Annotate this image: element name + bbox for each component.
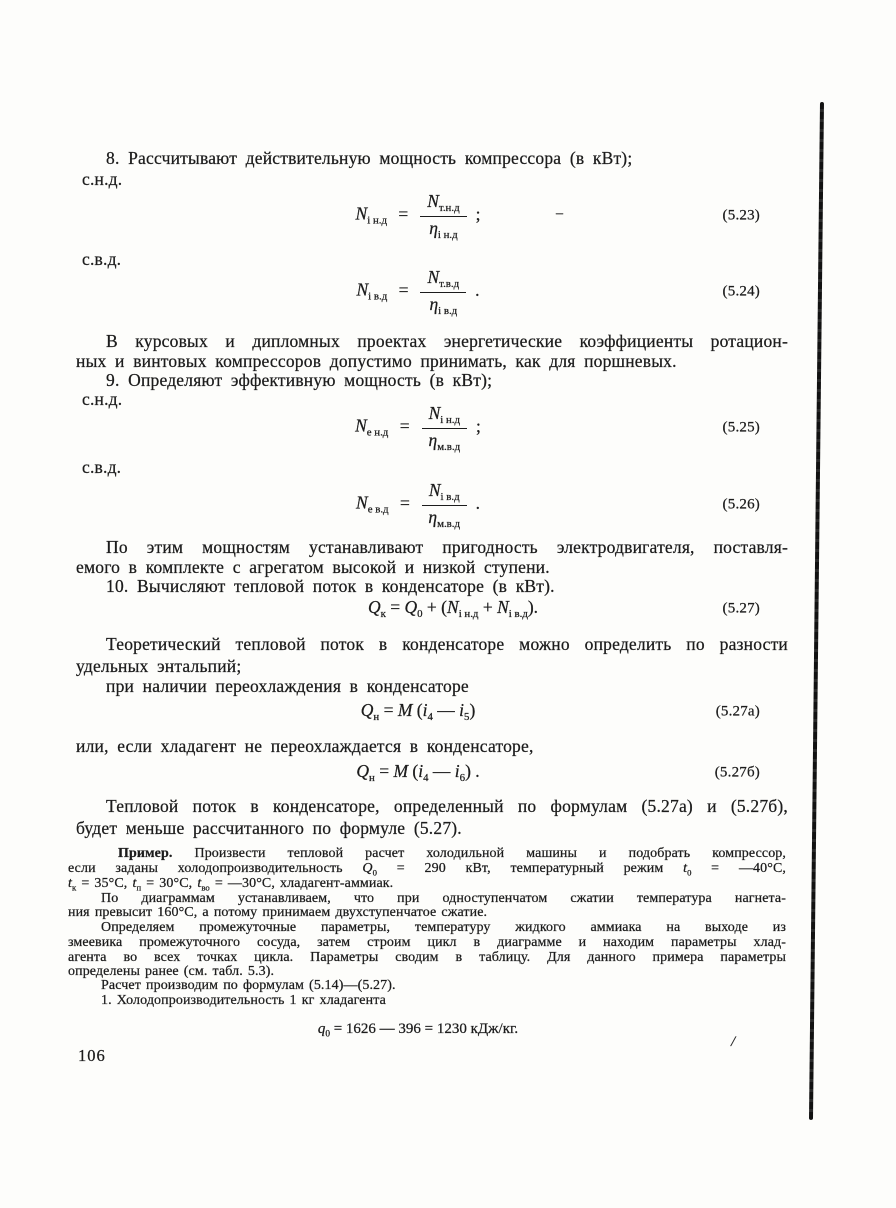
term-var: M: [397, 700, 413, 721]
eq-number-5-23: (5.23): [722, 207, 760, 224]
paragraph-motor-line-2: емого в комплекте с агрегатом высокой и низкой ступени.: [76, 557, 550, 577]
equation-5-25: [76, 404, 760, 452]
formula-lhs-var: N: [356, 280, 369, 301]
var-sub: п: [136, 882, 142, 893]
formula-punctuation: ;: [475, 204, 481, 225]
var-sub: во: [201, 882, 210, 893]
numerator-var: N: [427, 267, 440, 288]
closing-punctuation: ): [469, 700, 476, 721]
stage-label-high-2: с.в.д.: [82, 457, 122, 477]
text-segment: = 35°С,: [76, 876, 133, 891]
paragraph-subcooling-case: при наличии переохлаждения в конденсаторе: [106, 676, 469, 696]
var-t: t: [197, 876, 202, 891]
term-sub: 0: [325, 1029, 330, 1040]
example-line-9: определены ранее (см. табл. 5.3).: [68, 964, 275, 979]
term-var: i: [459, 700, 465, 721]
paragraph-theoretical-line-1: Теоретический тепловой поток в конденсаторе можно определить по разности: [106, 634, 788, 654]
example-line-8: агента во всех точках цикла. Параметры сводим в таблицу. Для данного примера параметры: [68, 950, 786, 965]
binding-edge-artifact: [809, 102, 824, 1120]
page-number: 106: [78, 1046, 106, 1065]
equals-sign: =: [399, 493, 410, 514]
term-var: i: [422, 700, 428, 721]
example-line-5: ния превысит 160°С, а потому принимаем двухступенчатое сжатие.: [68, 905, 488, 920]
fraction-numerator: [420, 267, 466, 292]
fraction-denominator: [420, 217, 466, 241]
formula-lhs-var: N: [355, 416, 367, 437]
paragraph-theoretical-line-2: удельных энтальпий;: [76, 656, 242, 676]
stage-label-low-1: с.н.д.: [82, 169, 123, 189]
formula-punctuation: .: [475, 280, 480, 301]
term-sub: н: [373, 711, 380, 724]
term-var: N: [447, 597, 459, 618]
paragraph-design-line-2: ных и винтовых компрессоров допустимо принимать, как для поршневых.: [76, 351, 677, 371]
term-var: Q: [367, 597, 381, 618]
formula-5-23: [356, 191, 481, 240]
equation-5-27a: [76, 701, 760, 723]
eq-number-5-24: (5.24): [722, 283, 760, 300]
fraction-numerator: [422, 403, 467, 428]
formula-punctuation: .: [475, 493, 480, 514]
text-segment: если заданы холодопроизводительность: [68, 861, 363, 876]
formula-5-24: [356, 267, 479, 316]
formula-lhs-sub: i н.д: [367, 215, 387, 228]
step-9-text: 9. Определяют эффективную мощность (в кВт);: [106, 370, 493, 390]
equation-5-27b: [76, 762, 760, 784]
formula-5-27b: [356, 761, 479, 784]
fraction-numerator: [420, 191, 466, 216]
operator: =: [374, 761, 394, 782]
eq-number-5-26: (5.26): [722, 496, 760, 513]
operator: +: [478, 597, 498, 618]
denominator-var: η: [429, 293, 439, 314]
operator: —: [428, 761, 455, 782]
example-line-6: Определяем промежуточные параметры, температуру жидкого аммиака на выходе из: [101, 920, 786, 935]
step-10-text: 10. Вычисляют тепловой поток в конденсаторе (в кВт).: [106, 576, 555, 596]
eq-number-5-25: (5.25): [722, 419, 760, 436]
numerator-sub: i н.д: [440, 414, 461, 427]
denominator-sub: м.в.д: [437, 440, 461, 453]
denominator-sub: i в.д: [438, 304, 458, 317]
numerator-sub: т.в.д: [439, 278, 460, 291]
term-var: i: [418, 761, 424, 782]
operator: =: [379, 700, 398, 721]
term-var: N: [497, 597, 509, 618]
term-sub: i в.д: [508, 608, 528, 621]
closing-punctuation: ) .: [465, 761, 480, 782]
denominator-var: η: [428, 506, 438, 527]
eq-number-5-27b: (5.27б): [714, 764, 760, 781]
equals-sign: =: [399, 416, 410, 437]
term-sub: i н.д: [458, 608, 479, 621]
stray-mark-slash: /: [731, 1034, 736, 1050]
example-line-7: змеевика промежуточного сосуда, затем строим цикл в диаграмме и находим параметры хлад-: [68, 935, 786, 950]
formula-5-27a: [361, 700, 476, 723]
fraction-denominator: [422, 429, 467, 453]
closing-punctuation: ).: [527, 597, 539, 618]
equals-sign: =: [398, 204, 409, 225]
var-sub: 0: [372, 867, 377, 878]
operator: + (: [422, 597, 447, 618]
term-sub: 4: [427, 711, 433, 724]
text-segment: = 290 кВт, температурный режим: [376, 861, 684, 876]
fraction: [420, 267, 466, 316]
fraction-denominator: [420, 293, 466, 317]
term-sub: к: [380, 608, 386, 621]
fraction: [422, 403, 467, 452]
formula-5-25: [355, 403, 481, 452]
text-segment: = —40°С,: [691, 861, 786, 876]
example-lead-label: Пример.: [118, 846, 173, 861]
expression: = 1626 — 396 = 1230 кДж/кг.: [329, 1020, 519, 1037]
numerator-var: N: [427, 191, 439, 212]
text-segment: = 30°С,: [141, 876, 198, 891]
term-sub: 5: [464, 711, 470, 724]
formula-q0: [318, 1021, 518, 1040]
term-var: i: [454, 761, 460, 782]
fraction-denominator: [422, 506, 467, 530]
numerator-var: N: [428, 480, 441, 501]
var-t: t: [68, 876, 72, 891]
term-var: Q: [360, 700, 374, 721]
denominator-var: η: [429, 217, 438, 238]
fraction: [422, 480, 467, 529]
equation-5-23: [76, 192, 760, 240]
denominator-sub: i н.д: [437, 228, 458, 241]
var-t: t: [132, 876, 137, 891]
example-line-10: Расчет производим по формулам (5.14)—(5.27).: [101, 978, 396, 993]
formula-lhs-sub: e н.д: [366, 427, 389, 440]
operator: =: [385, 597, 405, 618]
var-Q: Q: [362, 861, 373, 876]
term-sub: 4: [423, 772, 429, 785]
numerator-var: N: [428, 403, 441, 424]
text-segment: = —30°С, хладагент-аммиак.: [209, 876, 394, 891]
eq-number-5-27: (5.27): [722, 600, 760, 617]
var-t: t: [683, 861, 688, 876]
paragraph-motor-line-1: По этим мощностям устанавливают пригодность электродвигателя, поставля-: [106, 537, 788, 557]
paragraph-design-line-1: В курсовых и дипломных проектах энергетические коэффициенты ротацион-: [106, 331, 788, 351]
term-sub: 0: [417, 608, 423, 621]
eq-number-5-27a: (5.27а): [715, 703, 760, 720]
stray-mark-dash: –: [556, 206, 563, 221]
equation-q0: [76, 1020, 760, 1040]
formula-lhs-var: N: [355, 204, 368, 225]
var-sub: 0: [687, 867, 692, 878]
formula-5-26: [356, 480, 480, 529]
example-line-1: [118, 846, 786, 861]
operator: —: [432, 700, 460, 721]
example-line-1-text: Произвести тепловой расчет холодильной машины и подобрать компрессор,: [172, 846, 786, 861]
formula-lhs-var: N: [356, 493, 368, 514]
example-line-11: 1. Холодопроизводительность 1 кг хладагента: [101, 993, 386, 1008]
term-sub: 6: [459, 772, 466, 785]
formula-punctuation: ;: [476, 416, 481, 437]
step-8-text: 8. Рассчитывают действительную мощность компрессора (в кВт);: [106, 148, 633, 168]
paragraph-conclusion-line-2: будет меньше рассчитанного по формуле (5.27).: [76, 818, 462, 838]
paragraph-conclusion-line-1: Тепловой поток в конденсаторе, определенный по формулам (5.27а) и (5.27б),: [106, 796, 788, 816]
paragraph-no-subcooling-case: или, если хладагент не переохлаждается в конденсаторе,: [76, 736, 534, 756]
equation-5-24: [76, 268, 760, 316]
term-var: q: [317, 1020, 326, 1037]
operator: (: [408, 761, 419, 782]
example-line-4: По диаграммам устанавливаем, что при одноступенчатом сжатии температура нагнета-: [101, 891, 786, 906]
term-var: M: [393, 761, 409, 782]
var-sub: к: [72, 882, 77, 893]
denominator-sub: м.в.д: [437, 517, 461, 530]
stage-label-low-2: с.н.д.: [82, 389, 123, 409]
operator: (: [412, 700, 423, 721]
numerator-sub: т.н.д: [438, 202, 460, 215]
fraction: [420, 191, 466, 240]
fraction-numerator: [422, 480, 467, 505]
formula-5-27: [368, 597, 538, 620]
numerator-sub: i в.д: [440, 491, 460, 504]
term-sub: н: [369, 772, 375, 785]
equation-5-26: [76, 481, 760, 529]
term-var: Q: [356, 761, 369, 782]
formula-lhs-sub: e в.д: [367, 504, 389, 517]
term-var: Q: [404, 597, 418, 618]
denominator-var: η: [428, 429, 438, 450]
equation-5-27: [76, 598, 760, 620]
equals-sign: =: [398, 280, 409, 301]
formula-lhs-sub: i в.д: [368, 291, 388, 304]
stage-label-high-1: с.в.д.: [82, 249, 122, 269]
